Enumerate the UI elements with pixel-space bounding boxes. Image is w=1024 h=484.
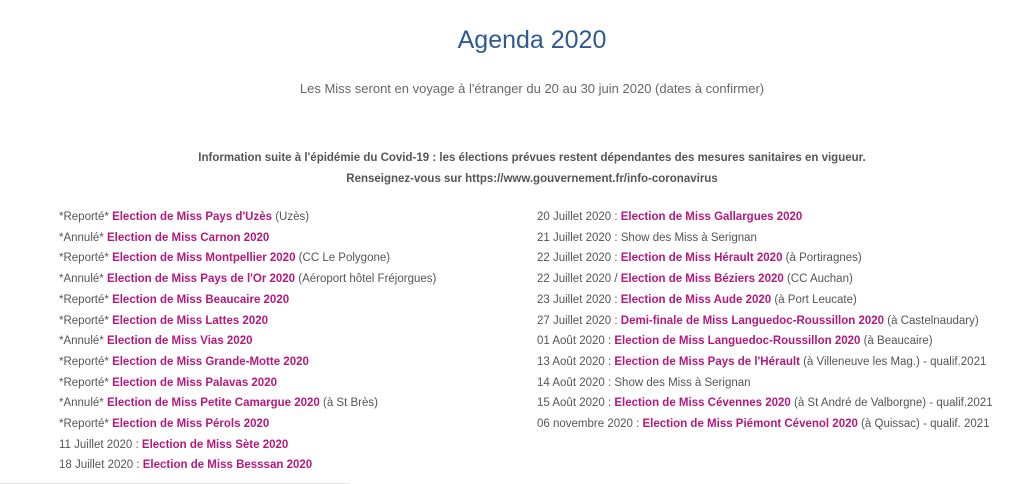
- event-date: *Reporté*: [59, 418, 113, 431]
- event-item: [537, 393, 1007, 414]
- event-item: [537, 352, 1007, 373]
- event-location: (à Castelnaudary): [884, 314, 979, 327]
- event-date: 22 Juillet 2020 :: [537, 252, 621, 265]
- event-item: [537, 331, 1007, 352]
- event-item: [59, 414, 529, 435]
- event-link[interactable]: Election de Miss Sète 2020: [141, 438, 289, 451]
- event-date: 01 Août 2020 :: [537, 335, 615, 348]
- event-date: 14 Août 2020 : Show des Miss à Serignan: [537, 376, 751, 389]
- event-link[interactable]: Election de Miss Pays de l'Hérault: [614, 355, 800, 368]
- event-item: [59, 393, 529, 414]
- events-list-left: [59, 207, 529, 476]
- event-link[interactable]: Election de Miss Aude 2020: [620, 293, 772, 306]
- covid-info-line-2: Renseignez-vous sur https://www.gouvernement.fr/info-coronavirus: [346, 173, 718, 185]
- event-link[interactable]: Election de Miss Petite Camargue 2020: [106, 397, 320, 410]
- event-date: *Reporté*: [59, 376, 113, 389]
- event-location: (à St Brès): [319, 397, 378, 410]
- event-item: [59, 248, 529, 269]
- event-link[interactable]: Election de Miss Besssan 2020: [142, 459, 313, 472]
- event-item: [59, 290, 529, 311]
- events-list-right: [537, 207, 1007, 435]
- event-date: 11 Juillet 2020 :: [59, 438, 142, 451]
- event-date: *Reporté*: [59, 314, 113, 327]
- event-date: *Reporté*: [59, 355, 113, 368]
- event-link[interactable]: Election de Miss Cévennes 2020: [614, 397, 791, 410]
- event-item: [59, 207, 529, 228]
- event-item: [59, 311, 529, 332]
- event-link[interactable]: Election de Miss Béziers 2020: [620, 273, 784, 286]
- page-title: Agenda 2020: [457, 26, 607, 54]
- event-link[interactable]: Election de Miss Beaucaire 2020: [112, 293, 290, 306]
- event-date: 15 Août 2020 :: [537, 397, 615, 410]
- event-item: [537, 207, 1007, 228]
- covid-info-line-1: Information suite à l'épidémie du Covid-19 : les élections prévues restent dépendantes des mesures sanitaires en vigueur.: [198, 152, 866, 164]
- covid-info: [0, 148, 1024, 190]
- event-item: [537, 290, 1007, 311]
- event-location: (à Portiragnes): [782, 252, 862, 265]
- event-link[interactable]: Election de Miss Lattes 2020: [112, 314, 269, 327]
- event-date: 13 Août 2020 :: [537, 355, 615, 368]
- event-date: *Annulé*: [59, 231, 107, 244]
- event-location: (Uzès): [272, 211, 310, 223]
- event-date: *Annulé*: [59, 335, 107, 348]
- event-item: [59, 228, 529, 249]
- event-location: (Aéroport hôtel Fréjorgues): [295, 273, 437, 286]
- event-date: 22 Juillet 2020 /: [537, 273, 621, 286]
- event-link[interactable]: Election de Miss Montpellier 2020: [112, 252, 296, 265]
- event-link[interactable]: Election de Miss Carnon 2020: [106, 231, 270, 244]
- event-item: [59, 435, 529, 456]
- event-link[interactable]: Election de Miss Vias 2020: [106, 335, 253, 348]
- event-item: [59, 373, 529, 394]
- event-item: [537, 248, 1007, 269]
- event-location: (à Quissac) - qualif. 2021: [857, 418, 990, 431]
- event-date: 20 Juillet 2020 :: [537, 211, 621, 223]
- event-date: 21 Juillet 2020 : Show des Miss à Serignan: [537, 231, 757, 244]
- event-location: (à St André de Valborgne) - qualif.2021: [790, 397, 993, 410]
- event-date: 23 Juillet 2020 :: [537, 293, 621, 306]
- event-date: 27 Juillet 2020 :: [537, 314, 621, 327]
- event-item: [59, 269, 529, 290]
- event-date: *Annulé*: [59, 273, 107, 286]
- event-location: (CC Le Polygone): [295, 252, 391, 265]
- event-link[interactable]: Election de Miss Palavas 2020: [112, 376, 277, 389]
- event-location: (à Villeneuve les Mag.) - qualif.2021: [799, 355, 987, 368]
- event-date: *Annulé*: [59, 397, 107, 410]
- event-link[interactable]: Election de Miss Piémont Cévenol 2020: [642, 418, 858, 431]
- page-subtitle: Les Miss seront en voyage à l'étranger du 20 au 30 juin 2020 (dates à confirmer): [299, 81, 765, 96]
- event-link[interactable]: Demi-finale de Miss Languedoc-Roussillon 2020: [620, 314, 885, 327]
- event-link[interactable]: Election de Miss Gallargues 2020: [620, 211, 803, 223]
- event-item: [59, 352, 529, 373]
- event-location: (CC Auchan): [783, 273, 853, 286]
- event-date: *Reporté*: [59, 211, 113, 223]
- event-item: [537, 414, 1007, 435]
- event-date: 18 Juillet 2020 :: [59, 459, 143, 472]
- event-item: [537, 373, 1007, 394]
- event-location: (à Port Leucate): [771, 293, 857, 306]
- event-link[interactable]: Election de Miss Languedoc-Roussillon 2020: [614, 335, 861, 348]
- event-link[interactable]: Election de Miss Hérault 2020: [620, 252, 783, 265]
- event-item: [537, 311, 1007, 332]
- event-link[interactable]: Election de Miss Grande-Motte 2020: [112, 355, 309, 368]
- event-item: [59, 331, 529, 352]
- event-link[interactable]: Election de Miss Pays d'Uzès: [112, 211, 273, 223]
- event-date: 06 novembre 2020 :: [537, 418, 643, 431]
- event-item: [537, 269, 1007, 290]
- event-date: *Reporté*: [59, 252, 113, 265]
- event-link[interactable]: Election de Miss Pays de l'Or 2020: [106, 273, 296, 286]
- event-date: *Reporté*: [59, 293, 113, 306]
- event-location: (à Beaucaire): [860, 335, 933, 348]
- event-item: [537, 228, 1007, 249]
- event-item: [59, 455, 529, 476]
- event-link[interactable]: Election de Miss Pérols 2020: [112, 418, 270, 431]
